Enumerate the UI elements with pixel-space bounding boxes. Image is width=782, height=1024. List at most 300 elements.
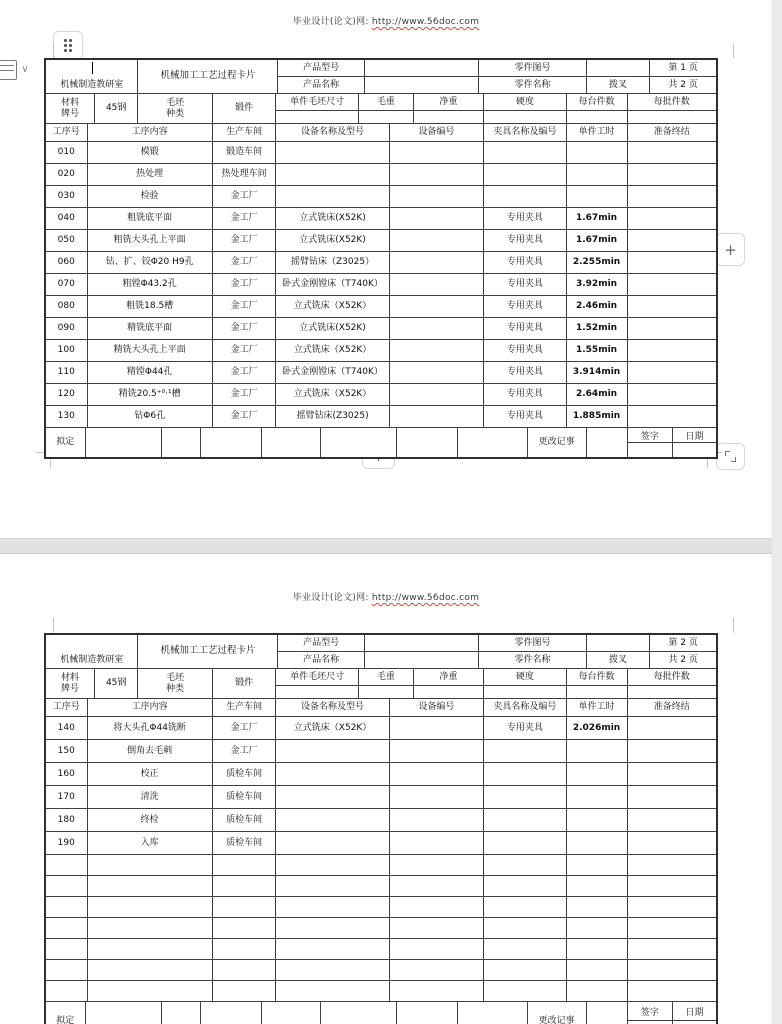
cell-material-value[interactable]: 45钢 [95,669,139,698]
cell-workshop[interactable] [213,897,277,917]
cell-process-content[interactable]: 将大头孔Φ44铣断 [88,717,213,739]
cell-workshop[interactable]: 金工厂 [213,362,277,383]
cell-prep-finish[interactable] [628,897,716,917]
cell-process-content[interactable]: 精铣20.5⁺⁰·¹槽 [88,384,213,405]
cell-fixture[interactable]: 专用夹具 [484,384,566,405]
cell-card-title[interactable]: 机械加工工艺过程卡片 [138,60,278,93]
cell-process-no[interactable]: 120 [46,384,88,405]
cell-fixture[interactable] [484,939,566,959]
cell-machine-name[interactable] [276,809,389,831]
cell-page-number[interactable]: 第 1 页 [650,60,716,77]
footer-cell[interactable] [397,428,458,457]
cell-process-no[interactable] [46,939,88,959]
col-header-equipment-no[interactable]: 设备编号 [390,124,484,141]
cell-machine-name[interactable] [276,763,389,785]
watermark-url[interactable]: http://www.56doc.com [371,593,480,603]
cell-machine-name[interactable] [276,939,389,959]
cell-equipment-no[interactable] [390,786,484,808]
cell-blank-size-value[interactable] [276,111,357,123]
cell-process-no[interactable]: 030 [46,186,88,207]
footer-cell[interactable] [321,1002,397,1024]
cell-net-weight-value[interactable] [414,111,483,123]
cell-process-no[interactable] [46,960,88,980]
cell-card-title[interactable]: 机械加工工艺过程卡片 [138,635,278,668]
cell-process-content[interactable] [88,897,213,917]
cell-prep-finish[interactable] [628,876,716,896]
cell-fixture[interactable] [484,876,566,896]
cell-part-no-label[interactable]: 零件图号 [479,60,585,77]
footer-cell[interactable] [86,1002,162,1024]
cell-equipment-no[interactable] [390,384,484,405]
cell-workshop[interactable]: 金工厂 [213,318,277,339]
cell-equipment-no[interactable] [390,855,484,875]
cell-gross-weight-label[interactable]: 毛重 [359,669,413,686]
cell-fixture[interactable] [484,809,566,831]
cell-hardness-label[interactable]: 硬度 [484,94,565,111]
cell-equipment-no[interactable] [390,142,484,163]
cell-fixture[interactable]: 专用夹具 [484,406,566,427]
cell-workshop[interactable]: 金工厂 [213,230,277,251]
cell-workshop[interactable] [213,876,277,896]
cell-fixture[interactable] [484,786,566,808]
cell-process-no[interactable] [46,855,88,875]
cell-process-content[interactable]: 入库 [88,832,213,854]
cell-process-no[interactable] [46,918,88,938]
cell-prep-finish[interactable] [628,855,716,875]
cell-equipment-no[interactable] [390,876,484,896]
cell-prep-finish[interactable] [628,274,716,295]
cell-machine-name[interactable] [276,786,389,808]
cell-unit-time[interactable] [567,981,628,1001]
cell-dept[interactable] [46,60,138,93]
cell-blank-size-value[interactable] [276,686,357,698]
cell-hardness-label[interactable]: 硬度 [484,669,565,686]
cell-machine-name[interactable]: 立式铣床(X52K) [276,230,389,251]
cell-workshop[interactable]: 金工厂 [213,252,277,273]
col-header-unit-time[interactable]: 单件工时 [567,124,628,141]
col-header-fixture[interactable]: 夹具名称及编号 [484,124,566,141]
cell-fixture[interactable]: 专用夹具 [484,208,566,229]
table-select-icon[interactable] [0,60,17,80]
cell-machine-name[interactable]: 立式铣床（X52K） [276,296,389,317]
col-header-equipment-no[interactable]: 设备编号 [390,699,484,716]
cell-process-no[interactable]: 040 [46,208,88,229]
cell-prep-finish[interactable] [628,142,716,163]
cell-process-content[interactable]: 钻Φ6孔 [88,406,213,427]
cell-process-content[interactable]: 模锻 [88,142,213,163]
cell-date-value[interactable] [672,443,716,457]
cell-workshop[interactable] [213,960,277,980]
cell-equipment-no[interactable] [390,296,484,317]
cell-machine-name[interactable]: 卧式金刚镗床（T740K） [276,274,389,295]
cell-blank-type-label[interactable]: 毛坯种类 [138,669,212,698]
cell-machine-name[interactable] [276,876,389,896]
cell-process-no[interactable]: 100 [46,340,88,361]
cell-unit-time[interactable] [567,855,628,875]
cell-hardness-value[interactable] [484,686,565,698]
cell-part-no-value[interactable] [587,60,650,77]
cell-prep-finish[interactable] [628,340,716,361]
cell-equipment-no[interactable] [390,897,484,917]
cell-material-label[interactable]: 材料牌号 [46,669,95,698]
cell-process-no[interactable] [46,897,88,917]
add-column-button[interactable] [716,233,745,266]
cell-process-no[interactable]: 150 [46,740,88,762]
cell-machine-name[interactable]: 摇臂钻床(Z3025) [276,406,389,427]
col-header-prep-finish[interactable]: 准备终结 [653,702,690,713]
cell-unit-time[interactable]: 1.67min [567,208,628,229]
cell-blank-size-label[interactable]: 单件毛坯尺寸 [276,669,357,686]
cell-gross-weight-value[interactable] [359,111,413,123]
cell-process-no[interactable]: 050 [46,230,88,251]
cell-workshop[interactable]: 金工厂 [213,208,277,229]
cell-workshop[interactable] [213,939,277,959]
cell-sign-value[interactable] [628,443,673,457]
cell-workshop[interactable]: 金工厂 [213,740,277,762]
cell-process-content[interactable]: 倒角去毛刺 [88,740,213,762]
cell-part-name-value[interactable]: 拨叉 [608,79,627,90]
cell-process-content[interactable]: 粗铣18.5槽 [88,296,213,317]
cell-equipment-no[interactable] [390,230,484,251]
chevron-down-icon[interactable]: ∨ [21,63,29,75]
cell-blank-size-label[interactable]: 单件毛坯尺寸 [276,94,357,111]
cell-hardness-value[interactable] [484,111,565,123]
footer-cell[interactable] [201,1002,262,1024]
cell-draft-label[interactable]: 拟定 [46,1002,86,1024]
cell-machine-name[interactable] [276,897,389,917]
cell-machine-name[interactable] [276,855,389,875]
cell-process-content[interactable]: 检验 [88,186,213,207]
cell-product-name-label[interactable]: 产品名称 [303,654,340,665]
cell-workshop[interactable] [213,981,277,1001]
cell-process-no[interactable]: 070 [46,274,88,295]
cell-part-name-label[interactable]: 零件名称 [514,654,551,665]
cell-process-no[interactable]: 080 [46,296,88,317]
cell-equipment-no[interactable] [390,318,484,339]
cell-per-unit-value[interactable] [567,111,627,123]
cell-unit-time[interactable] [567,786,628,808]
cell-process-no[interactable]: 010 [46,142,88,163]
cell-machine-name[interactable]: 立式铣床（X52K） [276,384,389,405]
cell-fixture[interactable] [484,142,566,163]
cell-process-no[interactable]: 110 [46,362,88,383]
cell-fixture[interactable]: 专用夹具 [484,717,566,739]
footer-cell[interactable] [201,428,262,457]
cell-fixture[interactable] [484,960,566,980]
cell-unit-time[interactable] [567,876,628,896]
cell-per-batch-label[interactable]: 每批件数 [628,669,716,686]
col-header-process-no[interactable]: 工序号 [46,699,88,716]
cell-material-label[interactable]: 材料牌号 [46,94,95,123]
cell-workshop[interactable]: 热处理车间 [213,164,277,185]
cell-fixture[interactable] [484,164,566,185]
cell-unit-time[interactable]: 3.914min [567,362,628,383]
cell-per-unit-value[interactable] [567,686,627,698]
cell-process-content[interactable]: 清洗 [88,786,213,808]
cell-process-no[interactable]: 160 [46,763,88,785]
col-header-process-no[interactable]: 工序号 [46,124,88,141]
cell-process-no[interactable]: 190 [46,832,88,854]
cell-dept[interactable] [46,635,138,668]
cell-machine-name[interactable] [276,740,389,762]
cell-product-model-value[interactable] [365,60,479,77]
cell-per-batch-label[interactable]: 每批件数 [628,94,716,111]
cell-fixture[interactable]: 专用夹具 [484,296,566,317]
cell-sign-label[interactable]: 签字 [628,1002,673,1021]
col-header-process-content[interactable]: 工序内容 [88,699,213,716]
cell-fixture[interactable] [484,186,566,207]
cell-equipment-no[interactable] [390,763,484,785]
cell-unit-time[interactable] [567,164,628,185]
cell-product-name-value[interactable] [365,77,479,93]
cell-equipment-no[interactable] [390,406,484,427]
cell-unit-time[interactable]: 1.67min [567,230,628,251]
cell-unit-time[interactable]: 3.92min [567,274,628,295]
watermark-url[interactable]: http://www.56doc.com [371,17,480,27]
cell-process-content[interactable] [88,918,213,938]
cell-fixture[interactable]: 专用夹具 [484,252,566,273]
cell-machine-name[interactable]: 立式铣床（X52K） [276,717,389,739]
cell-machine-name[interactable] [276,186,389,207]
cell-prep-finish[interactable] [628,918,716,938]
cell-machine-name[interactable]: 立式铣床(X52K) [276,208,389,229]
cell-part-name-value[interactable]: 拨叉 [608,654,627,665]
footer-cell[interactable] [458,428,528,457]
cell-blank-type-value[interactable]: 锻件 [213,94,277,123]
cell-page-total[interactable]: 共 2 页 [668,79,698,90]
cell-product-name-value[interactable] [365,652,479,668]
cell-workshop[interactable] [213,855,277,875]
footer-cell[interactable] [262,1002,321,1024]
cell-process-content[interactable]: 粗铣底平面 [88,208,213,229]
cell-prep-finish[interactable] [628,296,716,317]
cell-unit-time[interactable]: 2.64min [567,384,628,405]
cell-net-weight-label[interactable]: 净重 [414,669,483,686]
cell-process-no[interactable]: 180 [46,809,88,831]
footer-cell[interactable] [587,428,628,457]
footer-cell[interactable] [321,428,397,457]
cell-workshop[interactable]: 金工厂 [213,186,277,207]
cell-prep-finish[interactable] [628,981,716,1001]
cell-workshop[interactable]: 锻造车间 [213,142,277,163]
cell-prep-finish[interactable] [628,832,716,854]
cell-equipment-no[interactable] [390,939,484,959]
cell-fixture[interactable]: 专用夹具 [484,318,566,339]
cell-unit-time[interactable] [567,186,628,207]
cell-equipment-no[interactable] [390,740,484,762]
col-header-process-content[interactable]: 工序内容 [88,124,213,141]
cell-equipment-no[interactable] [390,186,484,207]
cell-unit-time[interactable]: 2.026min [567,717,628,739]
cell-workshop[interactable]: 金工厂 [213,717,277,739]
cell-page-number[interactable]: 第 2 页 [650,635,716,652]
col-header-fixture[interactable]: 夹具名称及编号 [484,699,566,716]
cell-process-content[interactable] [88,939,213,959]
cell-prep-finish[interactable] [628,717,716,739]
cell-equipment-no[interactable] [390,340,484,361]
cell-machine-name[interactable]: 摇臂钻床（Z3025） [276,252,389,273]
cell-workshop[interactable] [213,918,277,938]
cell-process-no[interactable] [46,981,88,1001]
col-header-workshop[interactable]: 生产车间 [213,124,277,141]
cell-net-weight-value[interactable] [414,686,483,698]
table-drag-handle-button[interactable] [53,31,83,60]
cell-equipment-no[interactable] [390,981,484,1001]
cell-machine-name[interactable] [276,832,389,854]
cell-prep-finish[interactable] [628,164,716,185]
cell-process-no[interactable]: 130 [46,406,88,427]
cell-prep-finish[interactable] [628,809,716,831]
cell-part-name-label[interactable]: 零件名称 [514,79,551,90]
cell-prep-finish[interactable] [628,230,716,251]
cell-process-no[interactable]: 020 [46,164,88,185]
cell-equipment-no[interactable] [390,164,484,185]
cell-workshop[interactable]: 金工厂 [213,296,277,317]
cell-date-label[interactable]: 日期 [672,1002,716,1021]
cell-sign-label[interactable]: 签字 [628,428,673,443]
cell-unit-time[interactable] [567,939,628,959]
cell-equipment-no[interactable] [390,960,484,980]
cell-prep-finish[interactable] [628,384,716,405]
cell-fixture[interactable] [484,832,566,854]
cell-product-name-label[interactable]: 产品名称 [303,79,340,90]
cell-product-model-label[interactable]: 产品型号 [278,60,363,77]
cell-process-content[interactable] [88,981,213,1001]
cell-workshop[interactable]: 金工厂 [213,340,277,361]
cell-machine-name[interactable] [276,142,389,163]
cell-prep-finish[interactable] [628,960,716,980]
cell-unit-time[interactable] [567,809,628,831]
cell-prep-finish[interactable] [628,939,716,959]
cell-equipment-no[interactable] [390,274,484,295]
cell-change-record-label[interactable]: 更改记事 [528,428,587,457]
cell-prep-finish[interactable] [628,406,716,427]
cell-workshop[interactable]: 质检车间 [213,763,277,785]
cell-per-batch-value[interactable] [628,686,716,698]
footer-cell[interactable] [86,428,162,457]
cell-change-record-label[interactable]: 更改记事 [528,1002,587,1024]
cell-process-content[interactable]: 精铣底平面 [88,318,213,339]
cell-process-no[interactable] [46,876,88,896]
col-header-unit-time[interactable]: 单件工时 [567,699,628,716]
cell-process-no[interactable]: 140 [46,717,88,739]
cell-unit-time[interactable]: 1.55min [567,340,628,361]
cell-prep-finish[interactable] [628,208,716,229]
cell-prep-finish[interactable] [628,362,716,383]
cell-process-content[interactable]: 粗镗Φ43.2孔 [88,274,213,295]
cell-process-content[interactable] [88,876,213,896]
cell-process-no[interactable]: 170 [46,786,88,808]
cell-machine-name[interactable]: 立式铣床(X52K) [276,318,389,339]
cell-draft-label[interactable]: 拟定 [46,428,86,457]
cell-equipment-no[interactable] [390,717,484,739]
cell-equipment-no[interactable] [390,918,484,938]
cell-process-content[interactable] [88,855,213,875]
cell-equipment-no[interactable] [390,208,484,229]
cell-product-model-label[interactable]: 产品型号 [278,635,363,652]
cell-equipment-no[interactable] [390,809,484,831]
cell-workshop[interactable]: 金工厂 [213,406,277,427]
footer-cell[interactable] [458,1002,528,1024]
col-header-workshop[interactable]: 生产车间 [213,699,277,716]
cell-machine-name[interactable] [276,960,389,980]
footer-cell[interactable] [397,1002,458,1024]
cell-unit-time[interactable] [567,763,628,785]
cell-blank-type-label[interactable]: 毛坯种类 [138,94,212,123]
cell-machine-name[interactable]: 卧式金刚镗床（T740K） [276,362,389,383]
cell-fixture[interactable] [484,981,566,1001]
cell-workshop[interactable]: 质检车间 [213,832,277,854]
cell-fixture[interactable]: 专用夹具 [484,274,566,295]
cell-unit-time[interactable] [567,142,628,163]
cell-fixture[interactable] [484,855,566,875]
cell-fixture[interactable]: 专用夹具 [484,362,566,383]
cell-unit-time[interactable] [567,960,628,980]
cell-workshop[interactable]: 质检车间 [213,809,277,831]
cell-process-content[interactable]: 精铣大头孔上平面 [88,340,213,361]
cell-per-batch-value[interactable] [628,111,716,123]
cell-process-content[interactable]: 校正 [88,763,213,785]
vertical-scrollbar[interactable] [771,0,782,1024]
cell-unit-time[interactable] [567,897,628,917]
cell-unit-time[interactable]: 2.255min [567,252,628,273]
cell-machine-name[interactable]: 立式铣床（X52K） [276,340,389,361]
cell-process-content[interactable]: 钻、扩、铰Φ20 H9孔 [88,252,213,273]
footer-cell[interactable] [262,428,321,457]
cell-machine-name[interactable] [276,164,389,185]
cell-blank-type-value[interactable]: 锻件 [213,669,277,698]
cell-prep-finish[interactable] [628,186,716,207]
col-header-machine[interactable]: 设备名称及型号 [276,699,389,716]
cell-process-content[interactable]: 热处理 [88,164,213,185]
cell-prep-finish[interactable] [628,252,716,273]
cell-process-content[interactable]: 精镗Φ44孔 [88,362,213,383]
cell-date-label[interactable]: 日期 [672,428,716,443]
cell-unit-time[interactable]: 1.52min [567,318,628,339]
cell-equipment-no[interactable] [390,362,484,383]
cell-prep-finish[interactable] [628,740,716,762]
cell-fixture[interactable] [484,763,566,785]
cell-machine-name[interactable] [276,918,389,938]
cell-prep-finish[interactable] [628,763,716,785]
cell-gross-weight-label[interactable]: 毛重 [359,94,413,111]
cell-fixture[interactable]: 专用夹具 [484,230,566,251]
cell-workshop[interactable]: 金工厂 [213,274,277,295]
cell-equipment-no[interactable] [390,252,484,273]
cell-process-content[interactable]: 终检 [88,809,213,831]
cell-process-content[interactable]: 粗铣大头孔上平面 [88,230,213,251]
cell-fixture[interactable] [484,918,566,938]
cell-per-unit-label[interactable]: 每台件数 [567,669,627,686]
cell-gross-weight-value[interactable] [359,686,413,698]
cell-equipment-no[interactable] [390,832,484,854]
cell-per-unit-label[interactable]: 每台件数 [567,94,627,111]
col-header-prep-finish[interactable]: 准备终结 [653,127,690,138]
footer-cell[interactable] [587,1002,628,1024]
cell-product-model-value[interactable] [365,635,479,652]
cell-unit-time[interactable] [567,918,628,938]
cell-unit-time[interactable] [567,832,628,854]
cell-prep-finish[interactable] [628,318,716,339]
cell-machine-name[interactable] [276,981,389,1001]
cell-part-no-label[interactable]: 零件图号 [479,635,585,652]
cell-page-total[interactable]: 共 2 页 [668,654,698,665]
cell-net-weight-label[interactable]: 净重 [414,94,483,111]
cell-prep-finish[interactable] [628,786,716,808]
cell-fixture[interactable]: 专用夹具 [484,340,566,361]
cell-workshop[interactable]: 金工厂 [213,384,277,405]
cell-workshop[interactable]: 质检车间 [213,786,277,808]
